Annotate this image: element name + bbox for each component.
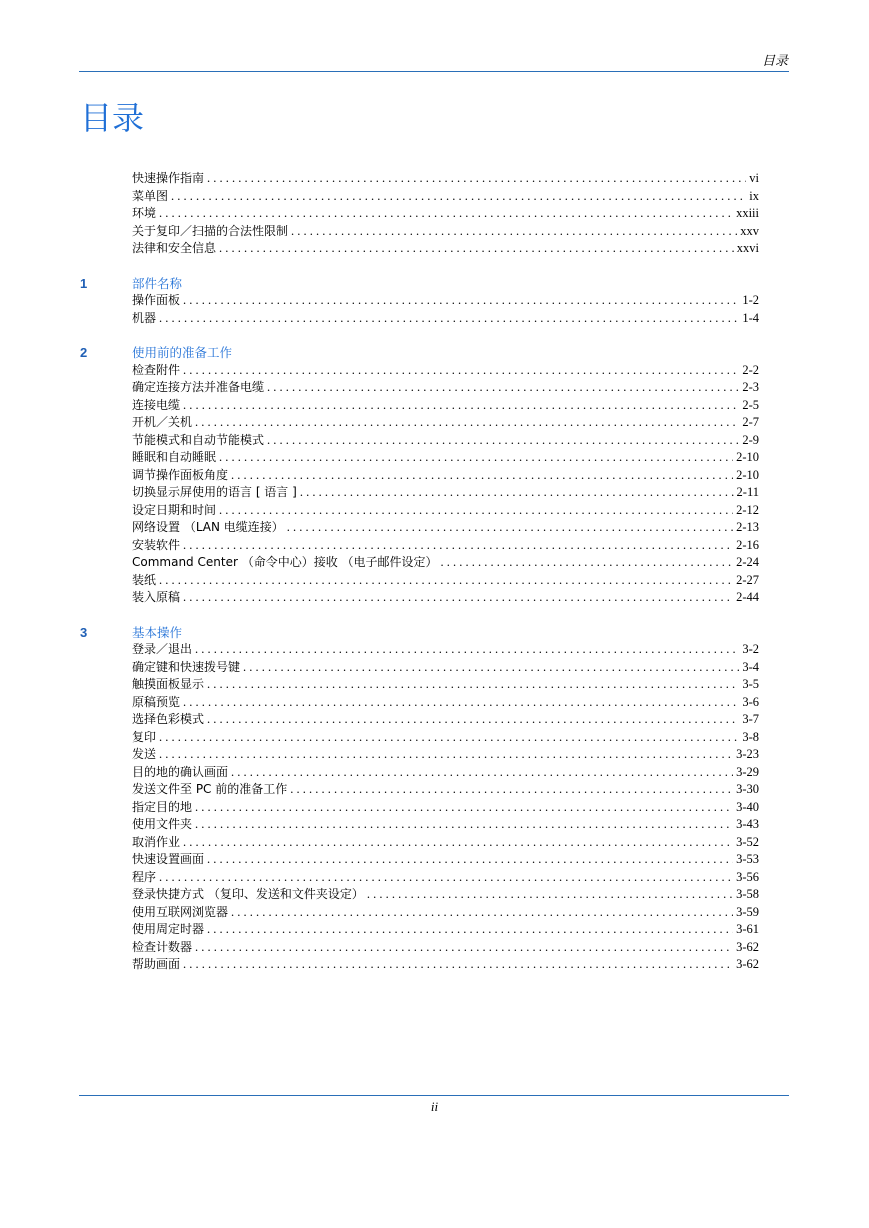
toc-entry-title: 切换显示屏使用的语言 [ 语言 ] [132,485,297,499]
dot-leader [207,851,733,869]
toc-entry[interactable] [132,537,759,555]
dot-leader [195,799,733,817]
toc-entry-page: 2-5 [742,397,759,412]
toc-entry-title: 快速操作指南 [132,171,205,185]
toc-entry[interactable] [132,921,759,939]
dot-leader [291,223,737,241]
dot-leader [159,869,733,887]
toc-entry-title: 关于复印／扫描的合法性限制 [132,223,289,238]
toc-entry-page: 3-53 [736,852,759,866]
toc-entry[interactable] [132,956,759,974]
dot-leader [183,956,733,974]
dot-leader [195,414,739,432]
toc-entry[interactable] [132,939,759,957]
toc-entry-title: 触摸面板显示 [132,677,205,691]
dot-leader [183,292,739,310]
toc-entry[interactable] [132,799,759,817]
footer-page-number: ii [430,1099,439,1114]
dot-leader [195,641,739,659]
toc-entry[interactable] [132,694,759,712]
dot-leader [267,432,739,450]
toc-entry-page: 3-61 [736,922,759,936]
toc-entry-title: 发送 [132,747,157,761]
toc-entry-page: 2-9 [742,432,759,447]
chapter-section [0,344,869,607]
dot-leader [183,362,739,380]
toc-entry[interactable] [132,589,759,607]
dot-leader [219,240,734,258]
toc-entry-title: 菜单图 [132,188,169,203]
chapter-section [0,275,869,328]
toc-entry-title: 登录／退出 [132,642,193,656]
dot-leader [441,554,734,572]
toc-entry[interactable] [132,764,759,782]
toc-entry-title: 设定日期和时间 [132,502,217,517]
dot-leader [183,834,733,852]
toc-entry[interactable] [132,904,759,922]
toc-entry-page: 3-56 [736,869,759,884]
toc-entry-page: 3-29 [736,764,759,779]
dot-leader [183,694,739,712]
toc-entry-title: 法律和安全信息 [132,241,217,255]
toc-entry-page: 2-7 [742,415,759,429]
toc-entry-page: 3-40 [736,799,759,814]
toc-entry-title: 使用互联网浏览器 [132,904,229,919]
toc-entry[interactable] [132,519,759,537]
toc-entry-page: 2-3 [742,380,759,394]
dot-leader [267,379,739,397]
dot-leader [171,188,746,206]
toc-entry[interactable] [132,467,759,485]
dot-leader [219,449,733,467]
toc-entry-title: 选择色彩模式 [132,712,205,726]
toc-entry[interactable] [132,240,759,258]
toc-entry-title: 目的地的确认画面 [132,764,229,779]
dot-leader [300,484,734,502]
toc-entry-page: 3-62 [736,939,759,954]
toc-entry-title: 使用文件夹 [132,817,193,831]
dot-leader [195,816,733,834]
toc-entry-title: 操作面板 [132,293,181,307]
toc-entry[interactable] [132,310,759,328]
chapter-title[interactable]: 使用前的准备工作 [132,345,233,360]
toc-entry-title: 开机／关机 [132,415,193,429]
dot-leader [207,921,733,939]
toc-entry-page: 2-27 [736,572,759,587]
chapters [0,275,869,974]
dot-leader [207,170,746,188]
toc-entry-title: 节能模式和自动节能模式 [132,432,265,447]
toc-entry-title: 复印 [132,729,157,744]
toc-entry[interactable] [132,502,759,520]
dot-leader [183,397,739,415]
toc-entry-page: 3-7 [742,712,759,726]
toc-entry[interactable] [132,432,759,450]
toc-entry-page: 3-30 [736,782,759,796]
toc-entry-page: 2-24 [736,555,759,569]
toc-entry-page: 3-52 [736,834,759,849]
toc-entry[interactable] [132,816,759,834]
dot-leader [207,711,739,729]
front-matter-section [0,170,869,258]
dot-leader [159,746,733,764]
toc-entry-title: 机器 [132,310,157,325]
dot-leader [183,589,733,607]
toc-entry[interactable] [132,414,759,432]
dot-leader [159,572,733,590]
toc-entry-title: 原稿预览 [132,694,181,709]
toc-entry[interactable] [132,188,759,206]
toc-entry[interactable] [132,397,759,415]
toc-entry-page: ix [749,188,759,203]
toc-entry-page: 3-5 [742,677,759,691]
toc-entry[interactable] [132,641,759,659]
toc-entry-page: 2-10 [736,467,759,482]
toc-entry-page: 3-58 [736,887,759,901]
toc-entry-title: 发送文件至 PC 前的准备工作 [132,782,288,796]
dot-leader [183,537,733,555]
toc-entry-title: 环境 [132,206,157,220]
toc-entry-page: 2-11 [736,485,759,499]
dot-leader [287,519,733,537]
toc-entry-title: 调节操作面板角度 [132,467,229,482]
toc-entry-page: 2-2 [742,362,759,377]
toc-entry[interactable] [132,292,759,310]
toc-entry-page: vi [749,171,759,185]
toc-entry-title: 连接电缆 [132,397,181,412]
toc-entry-title: Command Center （命令中心）接收 （电子邮件设定） [132,555,438,569]
toc-entry-title: 检查附件 [132,362,181,377]
toc-entry-title: 网络设置 （LAN 电缆连接） [132,520,284,534]
toc-entry-page: 2-10 [736,450,759,464]
running-header: 目录 [761,53,788,68]
dot-leader [231,904,733,922]
dot-leader [231,764,733,782]
dot-leader [159,729,739,747]
chapter-number: 1 [80,275,88,291]
toc-entry-title: 快速设置画面 [132,852,205,866]
toc-entry[interactable] [132,170,759,188]
toc-entry-title: 帮助画面 [132,957,181,971]
toc-entry[interactable] [132,572,759,590]
toc-entry-page: 2-12 [736,502,759,517]
dot-leader [243,659,739,677]
chapter-title[interactable]: 基本操作 [132,624,183,640]
toc-entry-page: xxvi [736,241,759,255]
toc-entry-page: 1-4 [742,310,759,325]
header-rule [79,71,789,72]
dot-leader [207,676,739,694]
toc-entry[interactable] [132,869,759,887]
toc-entry-title: 使用周定时器 [132,922,205,936]
toc-entry-page: 2-16 [736,537,759,552]
toc-entry-page: 3-59 [736,904,759,919]
toc-entry-title: 程序 [132,869,157,884]
toc-entry-title: 确定连接方法并准备电缆 [132,380,265,394]
toc-entry-title: 登录快捷方式 （复印、发送和文件夹设定） [132,887,364,901]
toc-entry-page: 3-43 [736,817,759,831]
toc-entry-title: 检查计数器 [132,939,193,954]
toc-entry-page: xxv [740,223,759,238]
toc-entry-title: 指定目的地 [132,799,193,814]
toc-entry-page: xxiii [736,206,759,220]
toc-entry-page: 3-23 [736,747,759,761]
toc-entry-page: 2-44 [736,590,759,604]
footer-rule [79,1095,789,1096]
toc-entry-title: 取消作业 [132,834,181,849]
toc-entry[interactable] [132,781,759,799]
toc-entry-page: 3-6 [742,694,759,709]
toc-entry[interactable] [132,205,759,223]
toc-entry-page: 3-2 [742,642,759,656]
toc-entry-title: 确定键和快速拨号键 [132,659,241,674]
toc-entry-title: 安装软件 [132,537,181,552]
toc-entry[interactable] [132,746,759,764]
toc-entry[interactable] [132,659,759,677]
chapter-title[interactable]: 部件名称 [132,275,183,291]
dot-leader [195,939,733,957]
toc-entry[interactable] [132,676,759,694]
toc-entry[interactable] [132,484,759,502]
toc-entry-title: 装纸 [132,572,157,587]
toc-entry[interactable] [132,362,759,380]
toc-entry-page: 1-2 [742,293,759,307]
toc-entry-page: 3-8 [742,729,759,744]
chapter-section [0,624,869,974]
dot-leader [159,310,739,328]
toc-entry[interactable] [132,834,759,852]
toc-entry-title: 睡眠和自动睡眠 [132,450,217,464]
toc-entry-page: 3-62 [736,957,759,971]
toc-entry[interactable] [132,449,759,467]
toc-entry[interactable] [132,711,759,729]
table-of-contents [0,170,869,974]
page-title: 目录 [80,99,145,137]
toc-entry[interactable] [132,886,759,904]
toc-entry[interactable] [132,223,759,241]
dot-leader [367,886,733,904]
toc-entry-title: 装入原稿 [132,590,181,604]
chapter-number: 3 [80,624,88,640]
toc-entry[interactable] [132,379,759,397]
chapter-number: 2 [80,345,88,360]
toc-entry[interactable] [132,851,759,869]
toc-entry-page: 2-13 [736,520,759,534]
toc-entry[interactable] [132,729,759,747]
dot-leader [290,781,733,799]
toc-entry-page: 3-4 [742,659,759,674]
toc-entry[interactable] [132,554,759,572]
dot-leader [159,205,733,223]
dot-leader [219,502,733,520]
dot-leader [231,467,733,485]
